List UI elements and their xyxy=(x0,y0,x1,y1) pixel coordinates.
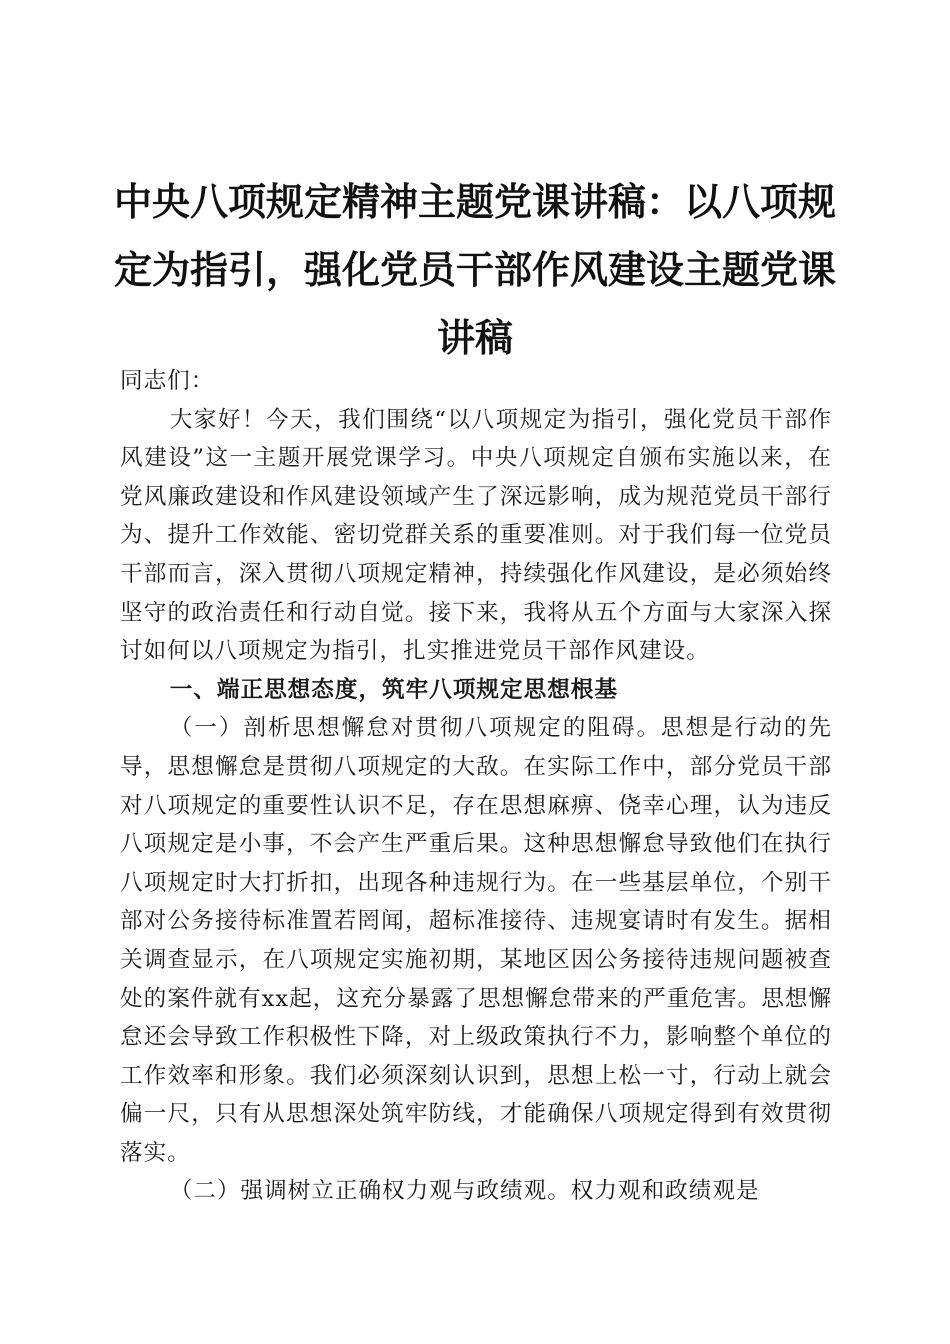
section-heading: 一、端正思想态度，筑牢八项规定思想根基 xyxy=(169,676,618,703)
body-paragraph: （一）剖析思想懈怠对贯彻八项规定的阻碍。思想是行动的先导，思想懈怠是贯彻八项规定的大敌。在实际工作中，部分党员干部对八项规定的重要性认识不足，存在思想麻痹、侥幸心理，认为违反八项规定是小事，不会产生严重后果。这种思想懈怠导致他们在执行八项规定时大打折扣，出现各种违规行为。在一些基层单位，个别干部对公务接待标准置若罔闻，超标准接待、违规宴请时有发生。据相关调查显示，在八项规定实施初期，某地区因公务接待违规问题被查处的案件就有xx起，这充分暴露了思想懈怠带来的严重危害。思想懈怠还会导致工作积极性下降，对上级政策执行不力，影响整个单位的工作效率和形象。我们必须深刻认识到，思想上松一寸，行动上就会偏一尺，只有从思想深处筑牢防线，才能确保八项规定得到有效贯彻落实。 xyxy=(120,715,832,1166)
document-title: 中央八项规定精神主题党课讲稿：以八项规定为指引，强化党员干部作风建设主题党课讲稿 xyxy=(113,179,836,360)
document-body xyxy=(120,362,832,1211)
body-paragraph: （二）强调树立正确权力观与政绩观。权力观和政绩观是 xyxy=(169,1178,760,1205)
salutation: 同志们： xyxy=(120,368,215,394)
intro-paragraph: 大家好！今天，我们围绕“以八项规定为指引，强化党员干部作风建设”这一主题开展党课学习。中央八项规定自颁布实施以来，在党风廉政建设和作风建设领域产生了深远影响，成为规范党员干部行为、提升工作效能、密切党群关系的重要准则。对于我们每一位党员干部而言，深入贯彻八项规定精神，持续强化作风建设，是必须始终坚守的政治责任和行动自觉。接下来，我将从五个方面与大家深入探讨如何以八项规定为指引，扎实推进党员干部作风建设。 xyxy=(120,406,832,665)
